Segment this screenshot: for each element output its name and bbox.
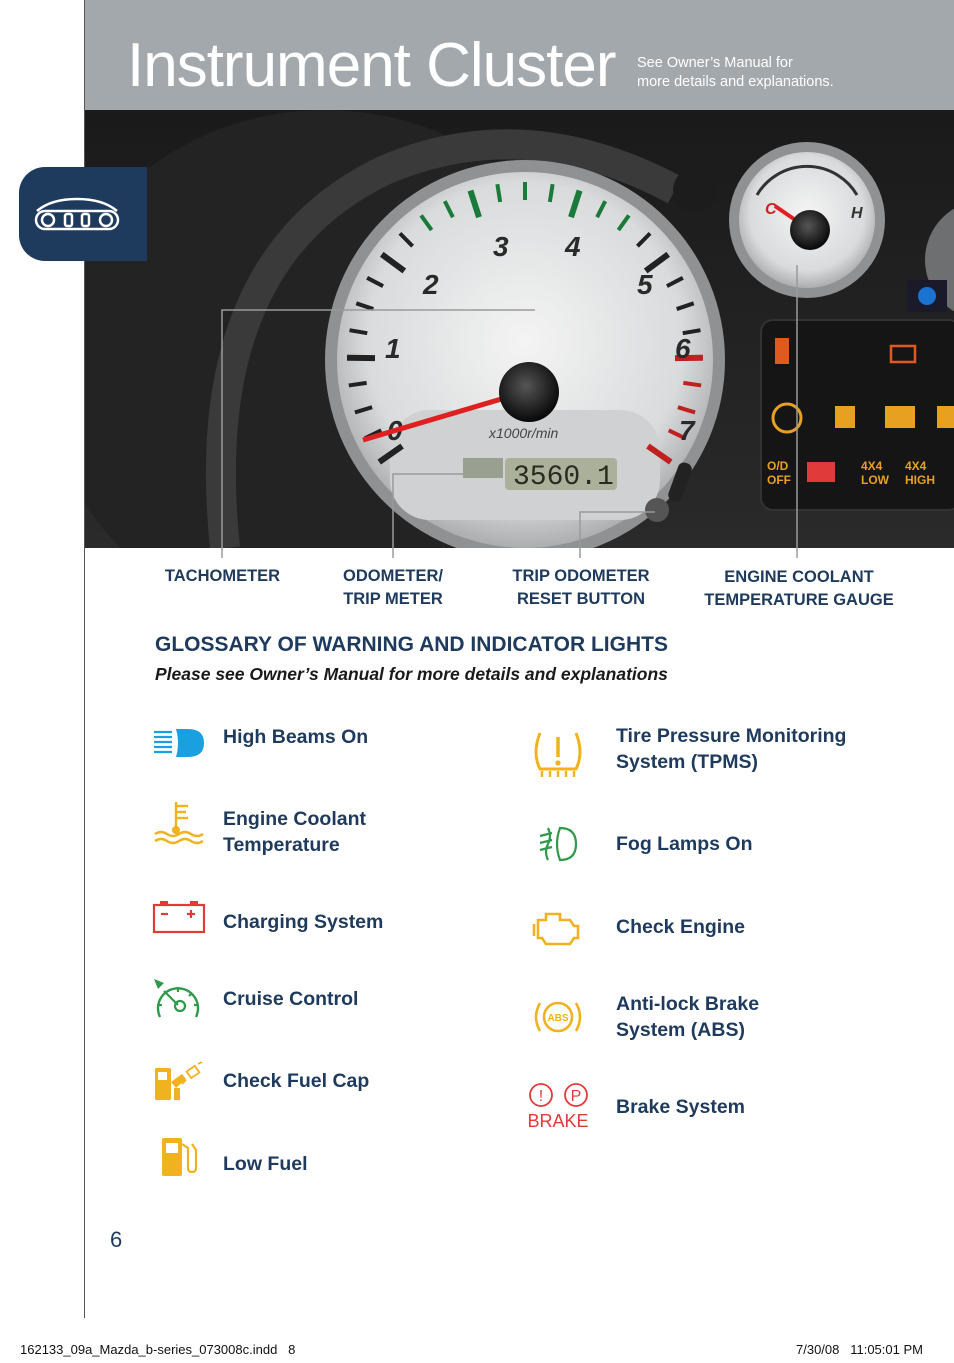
tach-tick	[550, 184, 553, 202]
glossary-title: GLOSSARY OF WARNING AND INDICATOR LIGHTS	[155, 633, 668, 656]
section-tab	[19, 167, 147, 261]
tach-tick	[349, 383, 367, 386]
callout-tachometer: TACHOMETER	[164, 567, 281, 585]
tach-number-2: 2	[423, 269, 439, 300]
brake-text: BRAKE	[527, 1111, 589, 1131]
brake-p: P	[570, 1088, 582, 1105]
page-subtitle: See Owner’s Manual for more details and explanations.	[637, 55, 834, 90]
panel-4x4-low: 4X4 LOW	[861, 459, 889, 487]
tach-hub	[499, 362, 559, 422]
page-number: 6	[110, 1227, 123, 1252]
label-abs: Anti-lock Brake System (ABS)	[616, 993, 760, 1041]
abs-icon-text: ABS	[547, 1013, 569, 1024]
callout-trip-reset: TRIP ODOMETER RESET BUTTON	[512, 567, 650, 608]
label-brake: Brake System	[616, 1096, 745, 1118]
tach-number-3: 3	[493, 231, 509, 262]
panel-coolant-light	[775, 338, 789, 364]
instrument-cluster-photo	[85, 110, 954, 548]
cruise-control-icon	[152, 977, 206, 1025]
tpms-icon	[530, 727, 586, 781]
battery-icon	[152, 900, 206, 936]
brake-exclamation: !	[538, 1088, 544, 1105]
fuel-cap-icon	[152, 1060, 206, 1104]
tach-number-5: 5	[637, 269, 653, 300]
panel-high-beam-light	[918, 287, 936, 305]
instrument-cluster-icon	[31, 197, 123, 231]
brake-icon	[524, 1082, 596, 1132]
label-fog-lamps: Fog Lamps On	[616, 833, 753, 855]
fog-lamp-icon	[538, 824, 580, 866]
coolant-temp-icon	[152, 800, 206, 846]
glossary-subtitle: Please see Owner’s Manual for more details and explanations	[155, 664, 668, 684]
label-tpms: Tire Pressure Monitoring System (TPMS)	[616, 725, 847, 773]
footer-filename: 162133_09a_Mazda_b-series_073008c.indd 8	[20, 1342, 296, 1357]
panel-4x4-high: 4X4 HIGH	[905, 459, 935, 487]
label-fuel-cap: Check Fuel Cap	[223, 1070, 370, 1092]
tach-unit: x1000r/min	[489, 425, 559, 441]
panel-security-light	[807, 462, 835, 482]
page-title: Instrument Cluster	[127, 31, 616, 100]
label-coolant: Engine Coolant Temperature	[223, 808, 366, 856]
page-header	[85, 0, 954, 110]
tach-tick	[497, 184, 500, 202]
odometer-reading: 3560.1	[513, 462, 614, 493]
panel-engine-light	[885, 406, 915, 428]
tach-number-7: 7	[679, 415, 695, 446]
tach-tick	[683, 383, 701, 386]
high-beam-icon	[152, 724, 206, 764]
fuel-pump-icon	[152, 1136, 206, 1180]
callout-coolant-gauge: ENGINE COOLANT TEMPERATURE GAUGE	[704, 568, 894, 609]
temp-hot-label: H	[851, 205, 863, 222]
label-charging: Charging System	[223, 911, 384, 933]
callout-leader-extensions	[0, 548, 954, 562]
cluster-illustration	[85, 110, 954, 548]
label-cruise: Cruise Control	[223, 988, 359, 1010]
callout-odometer: ODOMETER/ TRIP METER	[343, 567, 443, 608]
label-low-fuel: Low Fuel	[223, 1153, 308, 1175]
panel-od-off: O/D OFF	[767, 459, 791, 487]
panel-fog-light	[835, 406, 855, 428]
trip-reset-knob	[645, 498, 669, 522]
tach-number-1: 1	[385, 333, 401, 364]
tach-number-6: 6	[675, 333, 691, 364]
abs-icon	[530, 995, 586, 1039]
footer-timestamp: 7/30/08 11:05:01 PM	[796, 1342, 923, 1357]
label-check-engine: Check Engine	[616, 916, 745, 938]
tach-number-4: 4	[565, 231, 581, 262]
check-engine-icon	[532, 910, 582, 948]
temp-cold-label: C	[765, 201, 777, 218]
label-high-beams: High Beams On	[223, 726, 369, 748]
